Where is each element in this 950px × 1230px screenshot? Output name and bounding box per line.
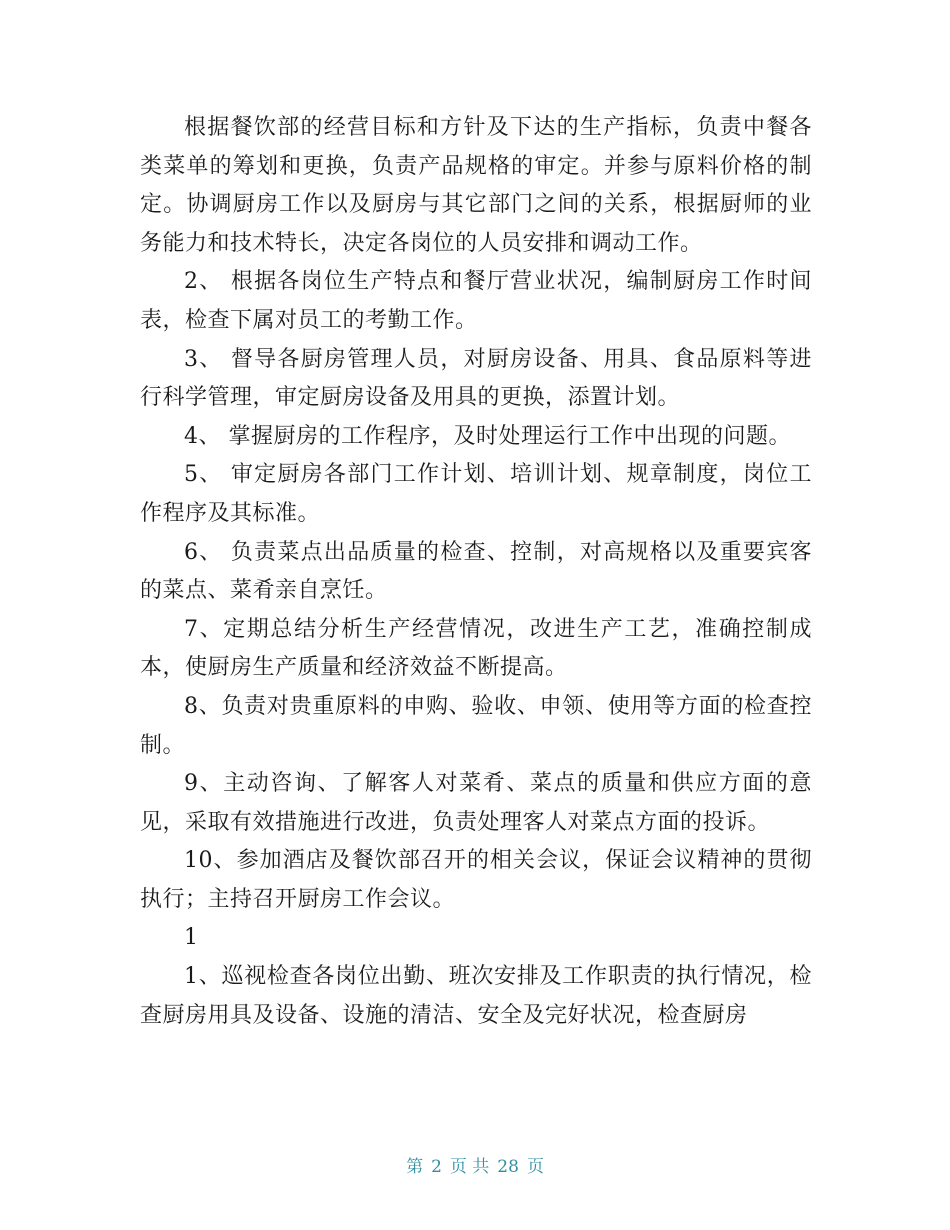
paragraph: 2、 根据各岗位生产特点和餐厅营业状况，编制厨房工作时间表，检查下属对员工的考勤工作。 (140, 269, 812, 333)
paragraph: 8、负责对贵重原料的申购、验收、申领、使用等方面的检查控制。 (140, 693, 812, 758)
paragraph: 9、主动咨询、了解客人对菜肴、菜点的质量和供应方面的意见，采取有效措施进行改进，负责处理客人对菜点方面的投诉。 (140, 771, 812, 835)
paragraph: 3、 督导各厨房管理人员，对厨房设备、用具、食品原料等进行科学管理，审定厨房设备及用具的更换，添置计划。 (140, 346, 812, 411)
page-footer (0, 1152, 950, 1177)
footer-prefix: 第 (406, 1157, 424, 1177)
section-number: 1 (184, 925, 199, 951)
document-body (140, 109, 812, 1035)
paragraph: 10、参加酒店及餐饮部召开的相关会议，保证会议精神的贯彻执行；主持召开厨房工作会议。 (140, 848, 812, 912)
total-pages-number: 28 (497, 1157, 519, 1177)
footer-suffix: 页 (526, 1157, 544, 1177)
current-page-number: 2 (431, 1157, 442, 1177)
paragraph: 根据餐饮部的经营目标和方针及下达的生产指标，负责中餐各类菜单的筹划和更换，负责产品规格的审定。并参与原料价格的制定。协调厨房工作以及厨房与其它部门之间的关系，根据厨师的业务能力和技术特长，决定各岗位的人员安排和调动工作。 (140, 115, 812, 256)
paragraph: 7、定期总结分析生产经营情况，改进生产工艺，准确控制成本，使厨房生产质量和经济效益不断提高。 (140, 616, 812, 681)
footer-middle: 页 共 (449, 1157, 490, 1177)
paragraph: 4、 掌握厨房的工作程序，及时处理运行工作中出现的问题。 (184, 423, 791, 449)
paragraph: 5、 审定厨房各部门工作计划、培训计划、规章制度，岗位工作程序及其标准。 (140, 462, 812, 526)
paragraph: 1、巡视检查各岗位出勤、班次安排及工作职责的执行情况，检查厨房用具及设备、设施的清洁、安全及完好状况，检查厨房 (140, 964, 812, 1028)
paragraph: 6、 负责菜点出品质量的检查、控制，对高规格以及重要宾客的菜点、菜肴亲自烹饪。 (140, 539, 812, 604)
